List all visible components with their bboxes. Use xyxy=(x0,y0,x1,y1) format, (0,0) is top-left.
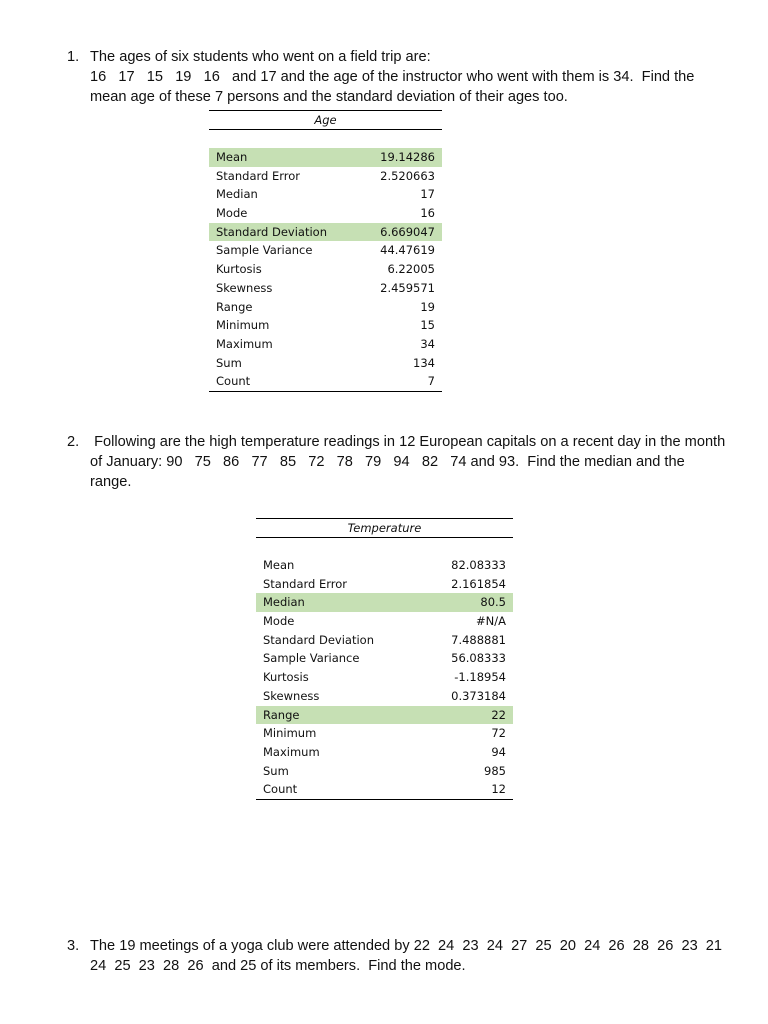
row-label: Sample Variance xyxy=(216,243,313,258)
row-value: 2.459571 xyxy=(380,280,435,295)
question-text: Following are the high temperature readings in 12 European capitals on a recent day in the month of January: 90 75 86 77 85 72 78 79 94 82 74 and 93. Find the median and the range. xyxy=(90,434,730,490)
row-label: Sample Variance xyxy=(263,651,360,666)
row-label: Kurtosis xyxy=(216,262,262,277)
row-label: Standard Error xyxy=(216,168,301,183)
row-label: Minimum xyxy=(263,726,317,741)
row-value: 2.161854 xyxy=(451,576,506,591)
question-number: 1. xyxy=(67,49,80,65)
question-text: The 19 meetings of a yoga club were attended by 22 24 23 24 27 25 20 24 26 28 26 23 21 24 25 23 28 26 and 25 of its members. Find the mode. xyxy=(90,938,731,974)
table-row xyxy=(256,649,513,668)
row-label: Range xyxy=(216,299,253,314)
row-value: 19.14286 xyxy=(380,150,435,164)
row-value: 56.08333 xyxy=(451,651,506,666)
row-value: 82.08333 xyxy=(451,558,506,572)
row-value: -1.18954 xyxy=(454,670,506,685)
row-label: Standard Deviation xyxy=(216,224,327,239)
row-value: 44.47619 xyxy=(380,243,435,258)
table-row xyxy=(256,631,513,650)
row-label: Mode xyxy=(263,614,295,629)
temperature-stats-table xyxy=(256,518,513,800)
row-value: 7.488881 xyxy=(451,632,506,647)
table-title: Age xyxy=(209,110,442,130)
row-label: Mode xyxy=(216,206,248,221)
table-row xyxy=(256,762,513,781)
table-row xyxy=(209,204,442,223)
question-text: The ages of six students who went on a field trip are: 16 17 15 19 16 and 17 and the age of the instructor who went with them is 34. Find the mean age of these 7 persons and the standard deviation of their ages too. xyxy=(90,49,695,105)
row-value: 6.22005 xyxy=(387,262,435,277)
age-stats-table xyxy=(209,110,442,392)
table-row xyxy=(209,241,442,260)
row-label: Sum xyxy=(263,763,289,778)
row-value: 6.669047 xyxy=(380,224,435,239)
row-label: Standard Deviation xyxy=(263,632,374,647)
row-value: 12 xyxy=(491,782,506,797)
row-value: 22 xyxy=(491,707,506,722)
row-value: #N/A xyxy=(476,614,506,629)
row-label: Minimum xyxy=(216,318,270,333)
row-value: 19 xyxy=(420,299,435,314)
row-label: Sum xyxy=(216,355,242,370)
table-rows xyxy=(256,556,513,799)
table-row xyxy=(209,185,442,204)
row-value: 80.5 xyxy=(480,595,506,610)
row-label: Maximum xyxy=(263,744,320,759)
row-value: 34 xyxy=(420,336,435,351)
row-value: 134 xyxy=(413,355,435,370)
question-number: 3. xyxy=(67,938,80,954)
question-1 xyxy=(67,47,727,107)
row-value: 94 xyxy=(491,744,506,759)
row-label: Skewness xyxy=(263,688,320,703)
row-value: 16 xyxy=(420,206,435,221)
table-row xyxy=(256,593,513,612)
table-row xyxy=(209,260,442,279)
row-label: Kurtosis xyxy=(263,670,309,685)
row-label: Count xyxy=(216,374,251,389)
table-row xyxy=(209,279,442,298)
table-row xyxy=(256,687,513,706)
table-row xyxy=(209,298,442,317)
table-row xyxy=(209,148,442,167)
row-value: 17 xyxy=(420,187,435,202)
row-value: 72 xyxy=(491,726,506,741)
table-row xyxy=(256,743,513,762)
row-value: 985 xyxy=(484,763,506,778)
table-row xyxy=(209,354,442,373)
table-rows xyxy=(209,148,442,391)
table-row xyxy=(209,167,442,186)
row-label: Median xyxy=(263,595,305,610)
table-row xyxy=(256,724,513,743)
question-2 xyxy=(67,432,730,492)
row-value: 7 xyxy=(427,374,435,389)
table-row xyxy=(256,556,513,575)
row-label: Standard Error xyxy=(263,576,348,591)
row-label: Range xyxy=(263,707,300,722)
row-label: Mean xyxy=(216,150,248,164)
table-title: Temperature xyxy=(256,518,513,538)
question-number: 2. xyxy=(67,434,80,450)
row-label: Maximum xyxy=(216,336,273,351)
table-row xyxy=(209,335,442,354)
table-row xyxy=(209,316,442,335)
question-3 xyxy=(67,936,731,976)
row-value: 2.520663 xyxy=(380,168,435,183)
table-row xyxy=(256,706,513,725)
table-row xyxy=(256,780,513,799)
row-label: Skewness xyxy=(216,280,273,295)
table-row xyxy=(209,223,442,242)
table-row xyxy=(256,668,513,687)
table-row xyxy=(256,575,513,594)
table-row xyxy=(256,612,513,631)
row-label: Count xyxy=(263,782,298,797)
row-value: 0.373184 xyxy=(451,688,506,703)
row-label: Median xyxy=(216,187,258,202)
row-label: Mean xyxy=(263,558,295,572)
row-value: 15 xyxy=(420,318,435,333)
table-row xyxy=(209,372,442,391)
